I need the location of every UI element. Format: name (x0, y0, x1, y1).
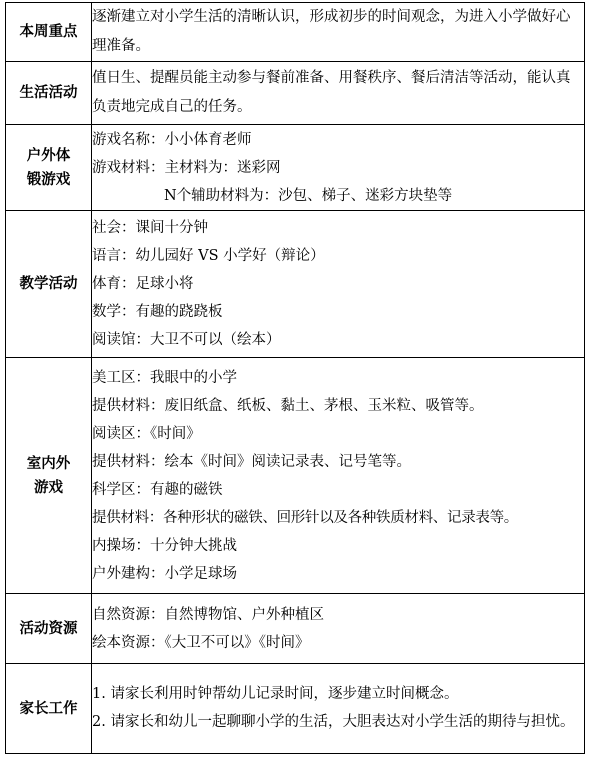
row-label-weekly-focus: 本周重点 (6, 3, 92, 62)
resource-item: 绘本资源：《大卫不可以》《时间》 (92, 634, 310, 651)
row-label-indoor-outdoor-games: 室内外游戏 (26, 454, 71, 496)
row-teaching-activities (6, 211, 585, 358)
row-outdoor-games (6, 125, 585, 211)
row-label-teaching-activities: 教学活动 (6, 211, 92, 358)
resource-item: 自然资源：自然博物馆、户外种植区 (92, 606, 324, 623)
outdoor-game-materials: 游戏材料：主材料为：迷彩网 (92, 159, 281, 176)
row-label-outdoor-games: 户外体锻游戏 (26, 146, 71, 188)
outdoor-game-aux-materials: N个辅助材料为：沙包、梯子、迷彩方块垫等 (164, 187, 453, 204)
parent-work-item: 2. 请家长和幼儿一起聊聊小学的生活，大胆表达对小学生活的期待与担忧。 (92, 714, 575, 730)
teaching-item: 数学：有趣的跷跷板 (92, 304, 223, 320)
game-area-item: 科学区：有趣的磁铁 (92, 481, 223, 498)
game-area-item: 提供材料：绘本《时间》阅读记录表、记号笔等。 (92, 453, 411, 470)
game-area-item: 提供材料：各种形状的磁铁、回形针以及各种铁质材料、记录表等。 (92, 509, 518, 526)
game-area-item: 美工区：我眼中的小学 (92, 369, 237, 386)
row-parent-work (6, 664, 585, 754)
row-daily-activities (6, 62, 585, 125)
teaching-item: 体育：足球小将 (92, 276, 194, 292)
teaching-item: 阅读馆：大卫不可以（绘本） (92, 332, 281, 348)
outdoor-game-name: 游戏名称：小小体育老师 (92, 131, 252, 148)
teaching-item: 语言：幼儿园好 VS 小学好（辩论） (92, 248, 325, 264)
game-area-item: 户外建构：小学足球场 (92, 565, 237, 582)
parent-work-item: 1. 请家长利用时钟帮幼儿记录时间，逐步建立时间概念。 (92, 686, 459, 702)
row-label-parent-work: 家长工作 (6, 664, 92, 754)
teaching-item: 社会：课间十分钟 (92, 220, 208, 236)
row-activity-resources (6, 594, 585, 664)
weekly-plan-table (5, 2, 585, 754)
game-area-item: 阅读区：《时间》 (92, 425, 201, 442)
row-weekly-focus (6, 3, 585, 62)
row-label-daily-activities: 生活活动 (6, 62, 92, 125)
row-indoor-outdoor-games (6, 358, 585, 594)
row-label-activity-resources: 活动资源 (6, 594, 92, 664)
game-area-item: 提供材料：废旧纸盒、纸板、黏土、茅根、玉米粒、吸管等。 (92, 397, 484, 414)
weekly-focus-text: 逐渐建立对小学生活的清晰认识，形成初步的时间观念，为进入小学做好心理准备。 (92, 9, 571, 54)
daily-activities-text: 值日生、提醒员能主动参与餐前准备、用餐秩序、餐后清洁等活动，能认真负责地完成自己的任务。 (92, 70, 571, 115)
game-area-item: 内操场：十分钟大挑战 (92, 537, 237, 554)
